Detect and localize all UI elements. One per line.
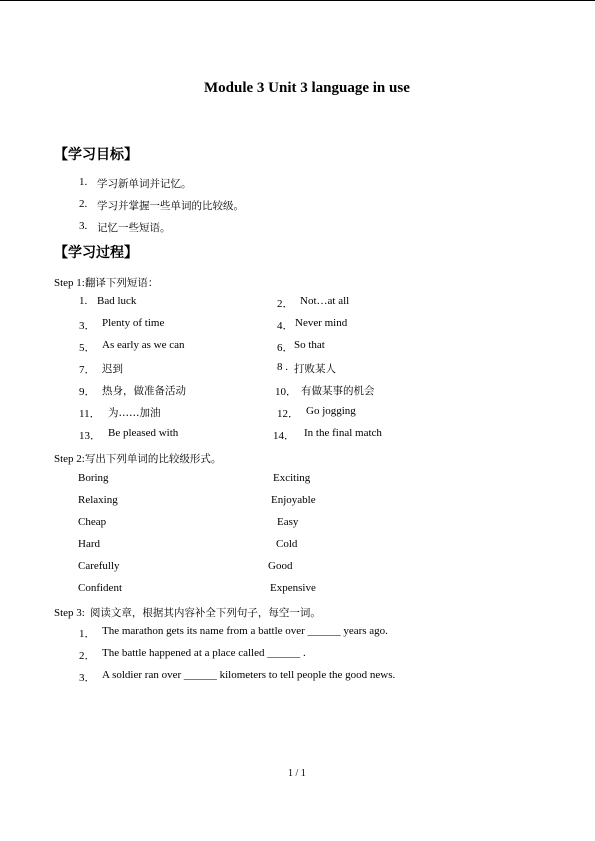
phrase-number: 3． bbox=[79, 320, 96, 332]
phrase-text: 为……加油 bbox=[108, 407, 161, 419]
phrase-text: 热身，做准备活动 bbox=[102, 385, 186, 397]
word-item: Cold bbox=[276, 538, 298, 550]
word-item: Exciting bbox=[273, 472, 311, 484]
word-item: Carefully bbox=[78, 560, 120, 572]
objective-number: 2. bbox=[79, 198, 88, 210]
phrase-text: In the final match bbox=[304, 427, 382, 439]
phrase-text: So that bbox=[294, 339, 325, 351]
step-label: Step 2: bbox=[54, 453, 85, 465]
sentence-text: The marathon gets its name from a battle over ______ years ago. bbox=[102, 625, 388, 637]
objective-text: 学习并掌握一些单词的比较级。 bbox=[97, 200, 244, 212]
step3-heading bbox=[54, 603, 321, 621]
phrase-number: 9． bbox=[79, 386, 96, 398]
sentence-number: 1． bbox=[79, 628, 96, 640]
top-border-line bbox=[0, 0, 595, 1]
sentence-text: A soldier ran over ______ kilometers to tell people the good news. bbox=[102, 669, 396, 681]
objective-text: 记忆一些短语。 bbox=[97, 222, 171, 234]
phrase-text: 打败某人 bbox=[294, 363, 336, 375]
phrase-text: 有做某事的机会 bbox=[301, 385, 375, 397]
word-item: Cheap bbox=[78, 516, 107, 528]
page-number: 1 / 1 bbox=[288, 768, 306, 779]
word-item: Expensive bbox=[270, 582, 316, 594]
phrase-text: Go jogging bbox=[306, 405, 356, 417]
phrase-number: 5． bbox=[79, 342, 96, 354]
phrase-number: 2． bbox=[277, 298, 294, 310]
phrase-number: 6． bbox=[277, 342, 294, 354]
step-instruction: 写出下列单词的比较级形式。 bbox=[84, 453, 222, 465]
phrase-text: 迟到 bbox=[102, 363, 123, 375]
phrase-number: 1. bbox=[79, 295, 88, 307]
step1-heading bbox=[54, 273, 158, 291]
step-instruction: 翻译下列短语： bbox=[84, 277, 159, 289]
step-label: Step 1: bbox=[54, 277, 85, 289]
phrase-number: 11． bbox=[79, 408, 101, 420]
objective-number: 1. bbox=[79, 176, 88, 188]
step-instruction: 阅读文章，根据其内容补全下列句子，每空一词。 bbox=[89, 607, 321, 619]
word-item: Enjoyable bbox=[271, 494, 316, 506]
sentence-number: 3． bbox=[79, 672, 96, 684]
phrase-number: 4． bbox=[277, 320, 294, 332]
section-heading-objectives: 【学习目标】 bbox=[54, 147, 138, 163]
word-item: Confident bbox=[78, 582, 122, 594]
phrase-text: As early as we can bbox=[102, 339, 185, 351]
phrase-number: 10． bbox=[275, 386, 297, 398]
phrase-number: 14． bbox=[273, 430, 295, 442]
phrase-number: 7． bbox=[79, 364, 96, 376]
page-title: Module 3 Unit 3 language in use bbox=[204, 80, 410, 96]
word-item: Good bbox=[268, 560, 293, 572]
phrase-number: 8 . bbox=[277, 361, 288, 373]
section-heading-process: 【学习过程】 bbox=[54, 245, 138, 261]
word-item: Boring bbox=[78, 472, 109, 484]
word-item: Easy bbox=[277, 516, 299, 528]
phrase-number: 12． bbox=[277, 408, 299, 420]
sentence-number: 2． bbox=[79, 650, 96, 662]
word-item: Relaxing bbox=[78, 494, 118, 506]
phrase-text: Never mind bbox=[295, 317, 348, 329]
sentence-text: The battle happened at a place called ______ . bbox=[102, 647, 306, 659]
phrase-text: Plenty of time bbox=[102, 317, 165, 329]
phrase-text: Not…at all bbox=[300, 295, 350, 307]
phrase-text: Bad luck bbox=[97, 295, 137, 307]
objective-number: 3. bbox=[79, 220, 88, 232]
phrase-number: 13． bbox=[79, 430, 101, 442]
phrase-text: Be pleased with bbox=[108, 427, 179, 439]
objective-text: 学习新单词并记忆。 bbox=[97, 178, 192, 190]
step-label: Step 3: bbox=[54, 607, 85, 619]
step2-heading bbox=[54, 449, 221, 467]
word-item: Hard bbox=[78, 538, 100, 550]
